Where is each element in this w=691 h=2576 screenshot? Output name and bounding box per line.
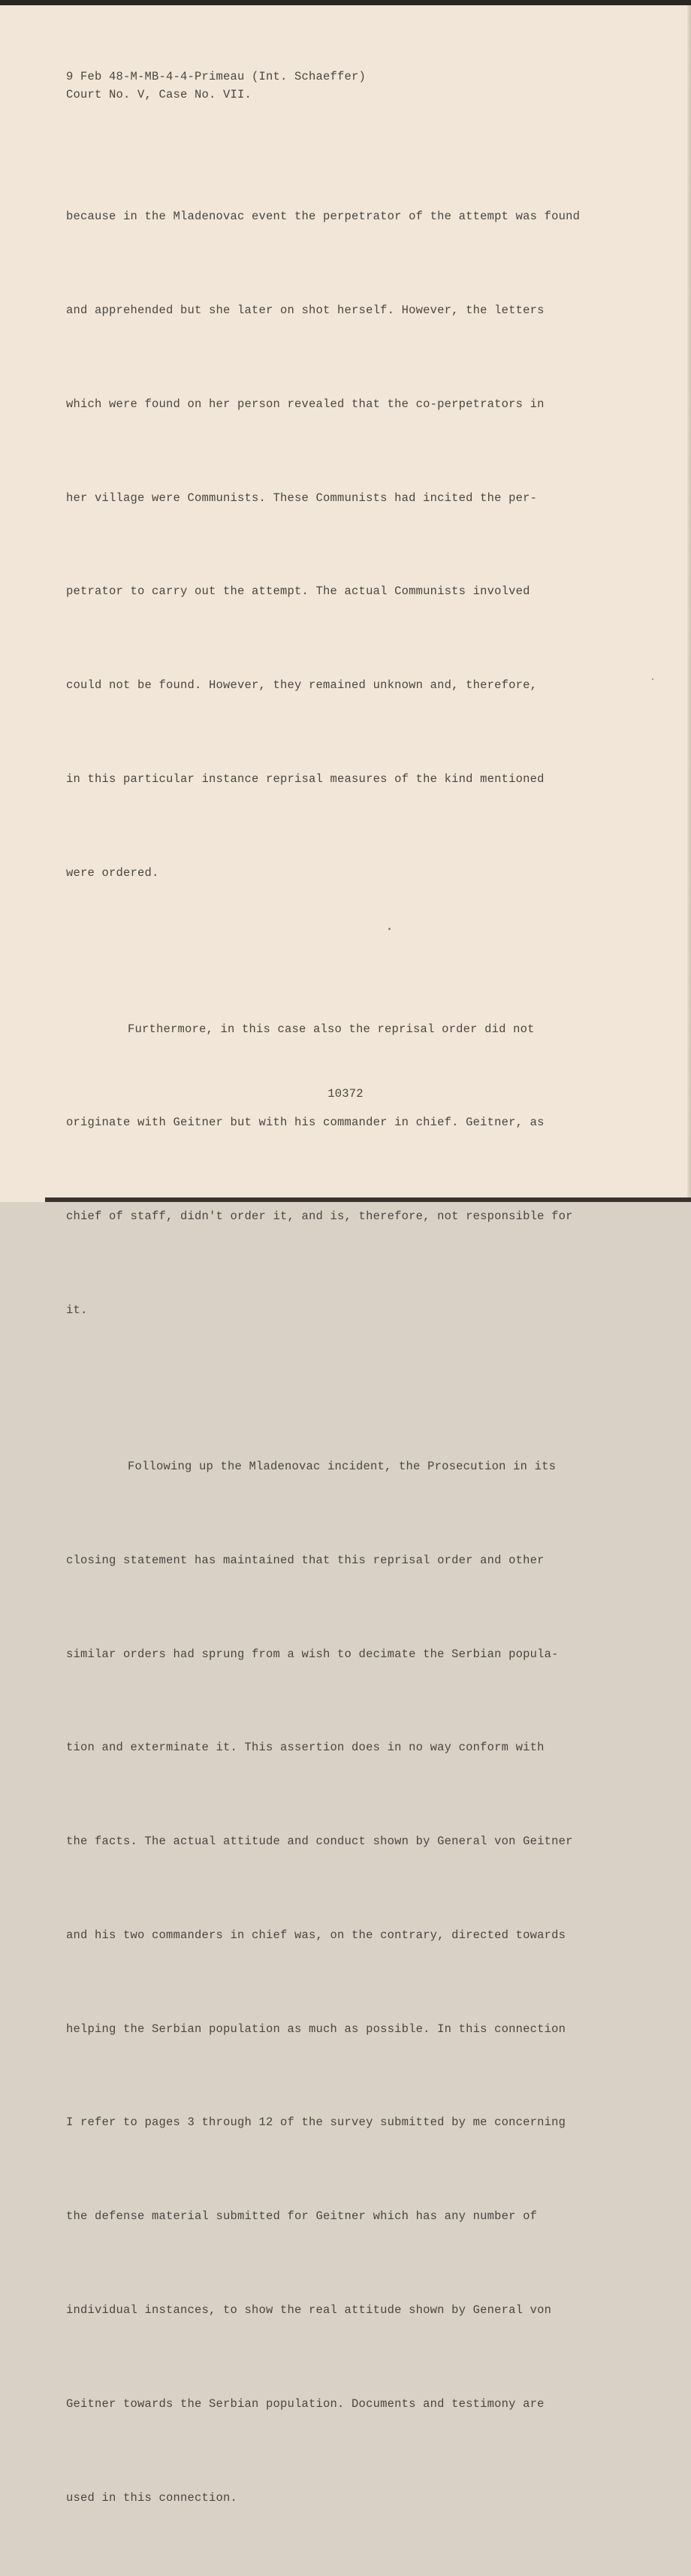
text-line: were ordered. <box>66 865 159 880</box>
header-reference-line: 9 Feb 48-M-MB-4-4-Primeau (Int. Schaeffer) <box>66 70 367 83</box>
text-line: petrator to carry out the attempt. The actual Communists involved <box>66 584 530 599</box>
text-line: closing statement has maintained that this reprisal order and other <box>66 1553 545 1567</box>
text-line: I refer to pages 3 through 12 of the survey submitted by me concerning <box>66 2115 566 2130</box>
text-line: could not be found. However, they remained unknown and, therefore, <box>66 678 538 693</box>
text-line: the facts. The actual attitude and conduct shown by General von Geitner <box>66 1835 573 1849</box>
text-line: Furthermore, in this case also the reprisal order did not <box>128 1022 535 1036</box>
text-line: individual instances, to show the real attitude shown by General von <box>66 2303 552 2317</box>
text-line: her village were Communists. These Communists had incited the per- <box>66 491 538 505</box>
page-number: 10372 <box>327 1087 364 1101</box>
document-header <box>66 68 366 104</box>
text-line: similar orders had sprung from a wish to decimate the Serbian popula- <box>66 1647 559 1661</box>
paper-speck <box>652 678 653 680</box>
text-line: which were found on her person revealed that the co-perpetrators in <box>66 397 545 411</box>
text-line: used in this connection. <box>66 2490 238 2505</box>
scan-right-edge <box>687 5 691 1202</box>
paragraph-1 <box>66 139 618 951</box>
text-line: and apprehended but she later on shot herself. However, the letters <box>66 303 545 317</box>
text-line: and his two commanders in chief was, on the contrary, directed towards <box>66 1928 566 1942</box>
text-line: it. <box>66 1303 88 1317</box>
paragraph-2 <box>66 951 618 1388</box>
text-line: because in the Mladenovac event the perpetrator of the attempt was found <box>66 210 581 224</box>
text-line: originate with Geitner but with his commander in chief. Geitner, as <box>66 1116 545 1130</box>
document-body <box>66 139 618 2576</box>
text-line: helping the Serbian population as much as possible. In this connection <box>66 2022 566 2036</box>
scan-top-border <box>0 0 691 5</box>
text-line: chief of staff, didn't order it, and is, therefore, not responsible for <box>66 1209 573 1224</box>
text-line: the defense material submitted for Geitner which has any number of <box>66 2209 538 2224</box>
text-line: in this particular instance reprisal measures of the kind mentioned <box>66 772 545 786</box>
header-court-line: Court No. V, Case No. VII. <box>66 88 252 101</box>
text-line: Geitner towards the Serbian population. Documents and testimony are <box>66 2396 545 2411</box>
text-line: tion and exterminate it. This assertion does in no way conform with <box>66 1741 545 1755</box>
paragraph-3 <box>66 1389 618 2576</box>
text-line: Following up the Mladenovac incident, the Prosecution in its <box>128 1459 557 1473</box>
paper-speck <box>388 928 391 930</box>
